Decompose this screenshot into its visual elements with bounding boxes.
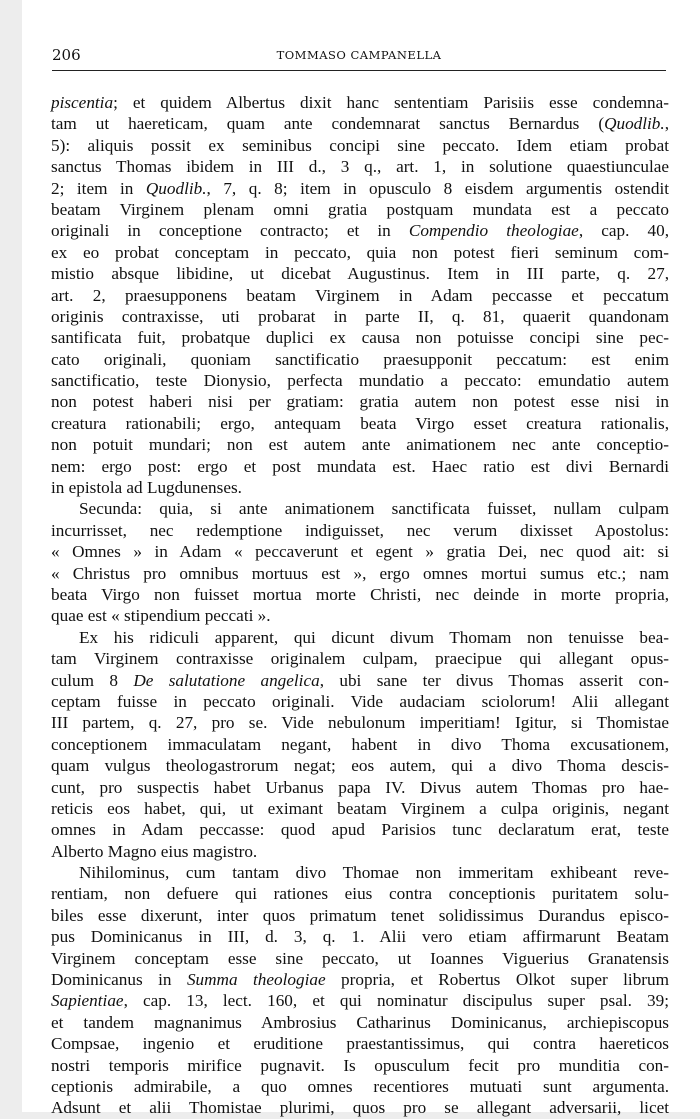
text-segment: propria, et Robertus Olkot super librum (325, 970, 669, 990)
text-segment: culum 8 (51, 670, 134, 690)
text-segment: conceptionem immaculatam negant, habent in divo Thoma excusationem, (51, 734, 669, 754)
text-line (51, 883, 669, 904)
text-line (51, 1033, 669, 1054)
text-segment: beata Virgo non fuisset mortua morte Christi, nec deinde in morte propria, (51, 584, 669, 604)
text-line (51, 220, 669, 241)
text-line (51, 969, 669, 990)
text-segment: sanctus Thomas ibidem in III d., 3 q., art. 1, in solutione quaestiunculae (51, 157, 669, 177)
text-segment: originis contraxisse, uti probarat in parte II, q. 81, quaerit quandonam (51, 306, 669, 326)
text-line (51, 306, 669, 327)
text-line (51, 605, 669, 626)
text-line (51, 734, 669, 755)
text-line (51, 156, 669, 177)
text-line (51, 1097, 669, 1118)
text-segment: , cap. 13, lect. 160, et qui nominatur discipulus super psal. 39; (123, 991, 669, 1011)
text-segment: ceptam fuisse in peccato originali. Vide audaciam sciolorum! Alii allegant (51, 691, 669, 711)
text-line (51, 1076, 669, 1097)
text-line (51, 477, 669, 498)
text-line (51, 456, 669, 477)
text-segment: « Christus pro omnibus mortuus est », ergo omnes mortui sumus etc.; nam (51, 563, 669, 583)
text-segment: ; et quidem Albertus dixit hanc sententiam Parisiis esse condemna- (113, 93, 669, 112)
text-segment: ex eo probat conceptam in peccato, quia non potest fieri seminum com- (51, 242, 669, 262)
text-segment: incurrisset, nec redemptione indiguisset, nec verum dixisset Apostolus: (51, 520, 669, 540)
text-line (51, 135, 669, 156)
text-segment: , cap. 40, (578, 221, 669, 241)
text-segment: , (664, 114, 669, 134)
text-segment: omnes in Adam peccasse: quod apud Parisios tunc declaratum erat, teste (51, 820, 669, 840)
text-segment: « Omnes » in Adam « peccaverunt et egent » gratia Dei, nec quod ait: si (51, 542, 669, 562)
text-segment: non potest haberi nisi per gratiam: gratia autem non potest esse nisi in (51, 392, 669, 412)
text-segment: nem: ergo post: ergo et post mundata est. Haec ratio est divi Bernardi (51, 456, 669, 476)
text-line (51, 691, 669, 712)
text-line (51, 905, 669, 926)
text-line (51, 370, 669, 391)
text-segment: beatam Virginem plenam omni gratia postquam mundata est a peccato (51, 199, 669, 219)
text-segment: originali in conceptione contracto; et in (51, 221, 409, 241)
text-segment: quae est « stipendium peccati ». (51, 606, 271, 626)
text-line (51, 926, 669, 947)
text-segment: Alberto Magno eius magistro. (51, 841, 258, 861)
text-line (51, 391, 669, 412)
text-line (51, 648, 669, 669)
italic-text: Quodlib. (604, 114, 665, 134)
text-segment: cato originali, quoniam sanctificatio praesupponit peccatum: est enim (51, 349, 669, 369)
text-segment: reticis eos habet, qui, ut eximant beatam Virginem a culpa originis, negant (51, 798, 669, 818)
text-segment: Ex his ridiculi apparent, qui dicunt divum Thomam non tenuisse bea- (79, 627, 669, 647)
text-segment: et tandem magnanimus Ambrosius Catharinus Dominicanus, archiepiscopus (51, 1012, 669, 1032)
text-line (51, 349, 669, 370)
text-line (51, 242, 669, 263)
body-text (51, 92, 669, 1119)
text-segment: mistio absque libidine, ut dicebat Augustinus. Item in III parte, q. 27, (51, 264, 669, 284)
text-segment: , ubi sane ter divus Thomas asserit con- (319, 670, 669, 690)
text-segment: , 7, q. 8; item in opusculo 8 eisdem argumentis ostendit (206, 178, 669, 198)
text-line (51, 1012, 669, 1033)
italic-text: Sapientiae (51, 991, 124, 1011)
page-header (52, 46, 666, 71)
text-line (51, 413, 669, 434)
text-line (51, 563, 669, 584)
text-segment: biles esse dixerunt, inter quos primatum tenet solidissimus Durandus episco- (51, 905, 669, 925)
text-line (51, 862, 669, 883)
text-segment: nostri temporis mirifice pugnavit. Is opusculum fecit pro munditia con- (51, 1055, 669, 1075)
text-line (51, 263, 669, 284)
text-line (51, 327, 669, 348)
text-segment: Secunda: quia, si ante animationem sanctificata fuisset, nullam culpam (79, 499, 669, 519)
italic-text: Quodlib. (145, 178, 207, 198)
italic-text: Compendio theologiae (408, 221, 579, 241)
text-segment: non potuit mundari; non est autem ante animationem nec ante conceptio- (51, 435, 669, 455)
text-segment: art. 2, praesupponens beatam Virginem in Adam peccasse et peccatum (51, 285, 669, 305)
italic-text: piscentia (51, 93, 114, 112)
text-segment: Adsunt et alii Thomistae plurimi, quos pro se allegant adversarii, licet (51, 1098, 669, 1118)
text-line (51, 285, 669, 306)
text-line (51, 584, 669, 605)
italic-text: Summa theologiae (186, 970, 326, 990)
text-line (51, 990, 669, 1011)
text-segment: tam Virginem contraxisse originalem culpam, praecipue qui allegant opus- (51, 649, 669, 669)
page-number: 206 (52, 46, 81, 64)
text-segment: santificata fuit, probatque duplici ex causa non potuisse concipi sine pec- (51, 328, 669, 348)
italic-text: De salutatione angelica (133, 670, 320, 690)
text-line (51, 819, 669, 840)
text-line (51, 92, 669, 113)
text-line (51, 627, 669, 648)
text-line (51, 777, 669, 798)
text-line (51, 841, 669, 862)
text-segment: pus Dominicanus in III, d. 3, q. 1. Alii vero etiam affirmarunt Beatam (51, 927, 669, 947)
text-segment: ceptionis admirabile, a quo omnes recentiores mutuati sunt argumenta. (51, 1076, 669, 1096)
text-segment: sanctificatio, teste Dionysio, perfecta mundatio a peccato: emundatio autem (51, 371, 669, 391)
text-segment: Virginem conceptam esse sine peccato, ut Ioannes Viguerius Granatensis (51, 948, 669, 968)
book-page (22, 0, 700, 1118)
text-segment: Dominicanus in (51, 970, 187, 990)
text-segment: tam ut haereticam, quam ante condemnarat sanctus Bernardus ( (51, 114, 605, 134)
text-segment: quam vulgus theologastrorum negat; eos autem, qui a divo Thoma descis- (51, 756, 669, 776)
text-segment: rentiam, non defuere qui rationes eius contra conceptionis puritatem solu- (51, 884, 669, 904)
text-line (51, 520, 669, 541)
text-segment: cunt, pro suspectis habet Urbanus papa IV. Divus autem Thomas pro hae- (51, 777, 669, 797)
text-line (51, 541, 669, 562)
text-segment: in epistola ad Lugdunenses. (51, 478, 242, 498)
text-line (51, 948, 669, 969)
text-line (51, 755, 669, 776)
text-line (51, 1055, 669, 1076)
text-line (51, 670, 669, 691)
running-head: TOMMASO CAMPANELLA (276, 48, 442, 62)
text-segment: 5): aliquis possit ex seminibus concipi sine peccato. Idem etiam probat (51, 135, 669, 155)
text-line (51, 113, 669, 134)
text-segment: Compsae, ingenio et eruditione praestantissimus, qui contra haereticos (51, 1034, 669, 1054)
text-line (51, 199, 669, 220)
text-line (51, 712, 669, 733)
text-line (51, 178, 669, 199)
text-line (51, 498, 669, 519)
text-segment: Nihilominus, cum tantam divo Thomae non immeritam exhibeant reve- (79, 863, 669, 883)
text-segment: creatura rationabili; ergo, antequam beata Virgo esset creatura rationalis, (51, 413, 669, 433)
text-line (51, 434, 669, 455)
text-segment: 2; item in (51, 178, 146, 198)
text-segment: III partem, q. 27, pro se. Vide nebulonum imperitiam! Igitur, si Thomistae (51, 713, 669, 733)
text-line (51, 798, 669, 819)
